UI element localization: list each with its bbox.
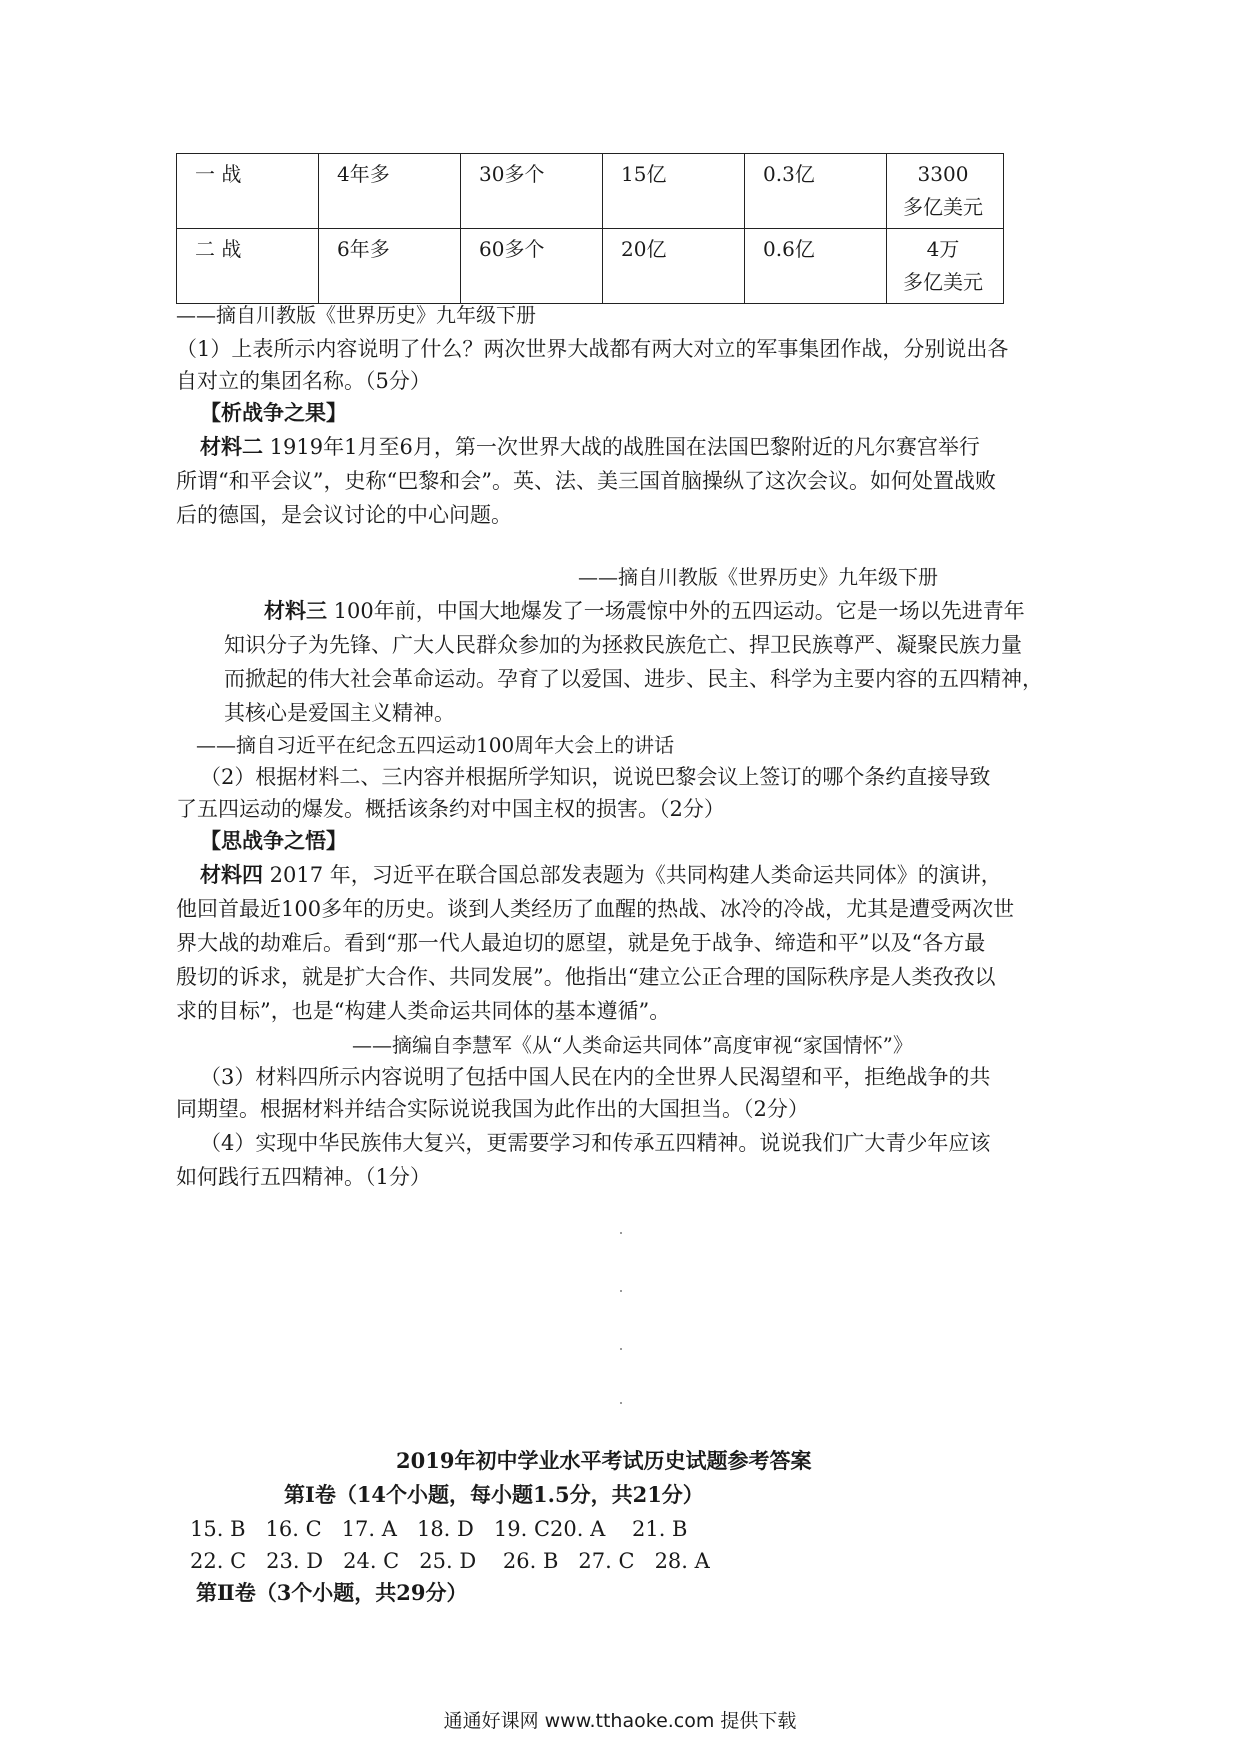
scan-speck bbox=[620, 1232, 622, 1234]
page-footer: 通通好课网 www.tthaoke.com 提供下载 bbox=[443, 1710, 797, 1732]
question-4-line-2: 如何践行五四精神。（1分） bbox=[176, 1165, 431, 1189]
scan-speck bbox=[620, 1348, 622, 1350]
material-2-source: ——摘自川教版《世界历史》九年级下册 bbox=[578, 565, 938, 589]
material-3-label: 材料三 bbox=[264, 598, 327, 623]
material-4-label: 材料四 bbox=[200, 862, 263, 887]
material-3-line-1: 材料三 100年前，中国大地爆发了一场震惊中外的五四运动。它是一场以先进青年 bbox=[264, 598, 1025, 623]
table-cell: 6年多 bbox=[319, 229, 461, 304]
table-cell: 20亿 bbox=[603, 229, 745, 304]
question-3-line-2: 同期望。根据材料并结合实际说说我国为此作出的大国担当。（2分） bbox=[176, 1097, 809, 1121]
material-4-line-1: 材料四 2017 年，习近平在联合国总部发表题为《共同构建人类命运共同体》的演讲， bbox=[200, 862, 1002, 887]
table-row bbox=[177, 229, 1004, 304]
table-cell: 0.3亿 bbox=[745, 154, 887, 229]
question-2-line-2: 了五四运动的爆发。概括该条约对中国主权的损害。（2分） bbox=[176, 797, 725, 821]
scan-speck bbox=[620, 1290, 622, 1292]
material-4-line-5: 求的目标”，也是“构建人类命运共同体的基本遵循”。 bbox=[176, 999, 671, 1023]
question-1-line-1: （1）上表所示内容说明了什么？两次世界大战都有两大对立的军事集团作战，分别说出各 bbox=[176, 337, 1009, 361]
material-4-line-4: 殷切的诉求，就是扩大合作、共同发展”。他指出“建立公正合理的国际秩序是人类孜孜以 bbox=[176, 965, 996, 989]
table-cell: 60多个 bbox=[461, 229, 603, 304]
table-source: ——摘自川教版《世界历史》九年级下册 bbox=[176, 303, 536, 327]
material-3-line-2: 知识分子为先锋、广大人民群众参加的为拯救民族危亡、捍卫民族尊严、凝聚民族力量 bbox=[224, 633, 1022, 657]
answer-part-2-title: 第Ⅱ卷（3个小题，共29分） bbox=[196, 1580, 468, 1605]
war-comparison-table bbox=[176, 153, 1004, 304]
material-3-source: ——摘自习近平在纪念五四运动100周年大会上的讲话 bbox=[196, 733, 675, 757]
section-title-reflection: 【思战争之悟】 bbox=[200, 828, 347, 853]
answer-row-2: 22. C 23. D 24. C 25. D 26. B 27. C 28. A bbox=[190, 1549, 710, 1573]
question-1-line-2: 自对立的集团名称。（5分） bbox=[176, 369, 431, 393]
material-3-line-3: 而掀起的伟大社会革命运动。孕育了以爱国、进步、民主、科学为主要内容的五四精神， bbox=[224, 667, 1043, 691]
table-cell: 3300 多亿美元 bbox=[887, 154, 1004, 229]
material-4-line-3: 界大战的劫难后。看到“那一代人最迫切的愿望，就是免于战争、缔造和平”以及“各方最 bbox=[176, 931, 986, 955]
section-title-results: 【析战争之果】 bbox=[200, 400, 347, 425]
table-cell: 4万 多亿美元 bbox=[887, 229, 1004, 304]
answer-part-1-title: 第Ⅰ卷（14个小题，每小题1.5分，共21分） bbox=[284, 1482, 704, 1507]
table-cell: 二 战 bbox=[177, 229, 319, 304]
table-cell: 一 战 bbox=[177, 154, 319, 229]
material-4-line-2: 他回首最近100多年的历史。谈到人类经历了血醒的热战、冰冷的冷战，尤其是遭受两次世 bbox=[176, 897, 1015, 921]
material-2-line-2: 所谓“和平会议”，史称“巴黎和会”。英、法、美三国首脑操纵了这次会议。如何处置战败 bbox=[176, 469, 996, 493]
material-4-source: ——摘编自李慧军《从“人类命运共同体”高度审视“家国情怀”》 bbox=[352, 1033, 913, 1057]
question-4-line-1: （4）实现中华民族伟大复兴，更需要学习和传承五四精神。说说我们广大青少年应该 bbox=[200, 1131, 991, 1155]
table-cell: 0.6亿 bbox=[745, 229, 887, 304]
answer-key-title: 2019年初中学业水平考试历史试题参考答案 bbox=[396, 1448, 812, 1473]
answer-row-1: 15. B 16. C 17. A 18. D 19. C20. A 21. B bbox=[190, 1517, 688, 1541]
question-2-line-1: （2）根据材料二、三内容并根据所学知识，说说巴黎会议上签订的哪个条约直接导致 bbox=[200, 765, 991, 789]
table-cell: 30多个 bbox=[461, 154, 603, 229]
material-3-line-4: 其核心是爱国主义精神。 bbox=[224, 701, 455, 725]
scan-speck bbox=[620, 1402, 622, 1404]
table-cell: 15亿 bbox=[603, 154, 745, 229]
material-2-label: 材料二 bbox=[200, 434, 263, 459]
table-row bbox=[177, 154, 1004, 229]
question-3-line-1: （3）材料四所示内容说明了包括中国人民在内的全世界人民渴望和平，拒绝战争的共 bbox=[200, 1065, 991, 1089]
material-2-line-3: 后的德国，是会议讨论的中心问题。 bbox=[176, 503, 512, 527]
table-cell: 4年多 bbox=[319, 154, 461, 229]
material-2-line-1: 材料二 1919年1月至6月，第一次世界大战的战胜国在法国巴黎附近的凡尔赛宫举行 bbox=[200, 434, 980, 459]
